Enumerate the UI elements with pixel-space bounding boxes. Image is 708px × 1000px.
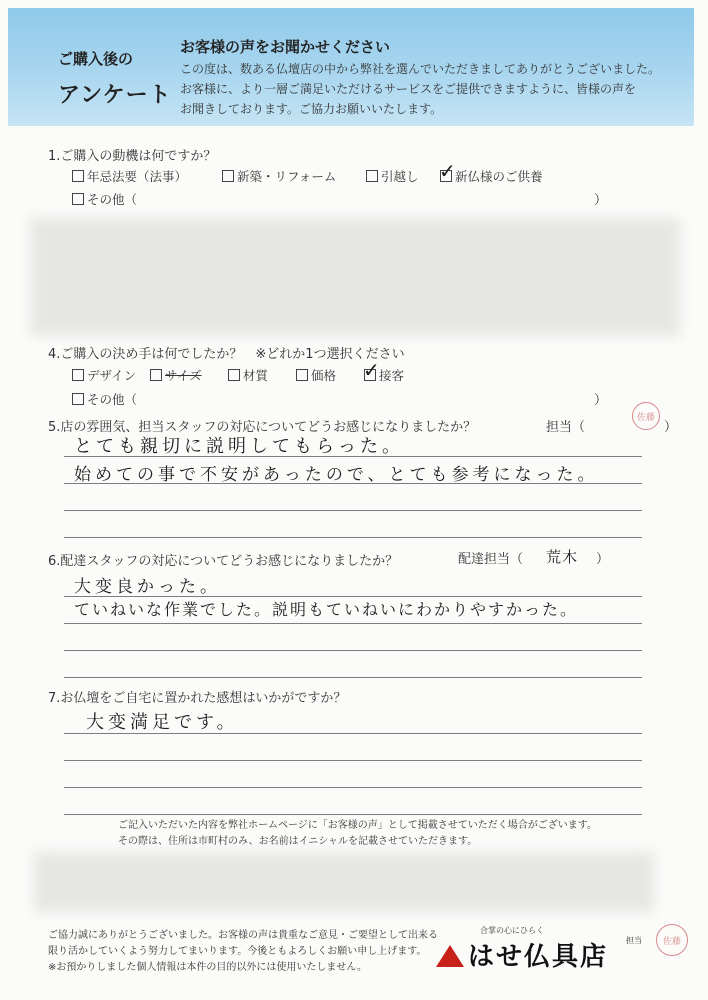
q5-staff-close: ） bbox=[664, 420, 678, 435]
header-line-1: この度は、数ある仏壇店の中から弊社を選んでいただきましてありがとうございました。 bbox=[180, 62, 661, 76]
q4-option-other[interactable]: その他（ bbox=[72, 390, 137, 408]
q7-question: 7.お仏壇をご自宅に置かれた感想はいかがですか？ bbox=[48, 691, 347, 706]
q1-option-4[interactable]: ✓ 新仏様のご供養 bbox=[439, 159, 543, 184]
q1-option-1[interactable]: 年忌法要（法事） bbox=[72, 167, 187, 185]
answer-line bbox=[64, 623, 642, 624]
footer-line-1: ご協力誠にありがとうございました。お客様の声は貴重なご意見・ご要望として出来る bbox=[48, 930, 438, 941]
q4-option-3[interactable]: 材質 bbox=[228, 366, 268, 384]
checkbox[interactable] bbox=[150, 369, 162, 381]
q5-staff-label: 担当（ bbox=[546, 420, 586, 435]
q4-option-5[interactable]: ✓ 接客 bbox=[363, 358, 405, 383]
check-mark-icon: ✓ bbox=[439, 159, 456, 183]
q4-option-1[interactable]: デザイン bbox=[72, 366, 136, 384]
q1-question: 1.ご購入の動機は何ですか？ bbox=[48, 149, 217, 164]
answer-line bbox=[64, 814, 642, 815]
checkbox[interactable] bbox=[72, 393, 84, 405]
tanto-seal-stamp: 佐藤 bbox=[656, 924, 688, 956]
q5-answer-line-1: とても親切に説明してもらった。 bbox=[74, 436, 404, 457]
header-title: お客様の声をお聞かせください bbox=[180, 38, 391, 56]
q6-answer-line-1: 大变良かった。 bbox=[74, 577, 221, 597]
logo-mark-icon bbox=[436, 945, 464, 967]
checkbox[interactable] bbox=[72, 193, 84, 205]
q1-option-3[interactable]: 引越し bbox=[366, 167, 419, 185]
check-mark-icon: ✓ bbox=[363, 358, 380, 382]
tanto-label: 担当 bbox=[626, 936, 642, 945]
logo-tagline: 合掌の心にひらく bbox=[480, 926, 544, 935]
header-banner bbox=[8, 8, 694, 126]
answer-line bbox=[64, 650, 642, 651]
answer-line bbox=[64, 677, 642, 678]
q4-other-close: ） bbox=[594, 393, 608, 408]
checkbox-checked[interactable] bbox=[439, 159, 456, 183]
header-line-3: お聞きしております。ご協力お願いいたします。 bbox=[180, 102, 443, 116]
q6-staff-name: 荒木 bbox=[546, 548, 579, 566]
q1-option-2[interactable]: 新築・リフォーム bbox=[222, 167, 336, 185]
q7-answer-line-1: 大变満足です。 bbox=[86, 712, 239, 733]
redacted-personal-info bbox=[34, 852, 654, 912]
header-survey-title: アンケート bbox=[58, 83, 172, 108]
publication-note-2: その際は、住所は市町村のみ、お名前はイニシャルを記載させていただきます。 bbox=[118, 836, 478, 847]
q6-staff-close: ） bbox=[596, 552, 610, 567]
q1-other-close: ） bbox=[594, 193, 608, 208]
header-subtitle: ご購入後の bbox=[58, 50, 134, 68]
checkbox[interactable] bbox=[222, 170, 234, 182]
q1-option-other[interactable]: その他（ bbox=[72, 190, 137, 208]
footer-line-2: 限り活かしていくよう努力してまいります。今後ともよろしくお願い申し上げます。 bbox=[48, 946, 427, 957]
company-logo: はせ仏具店 bbox=[436, 936, 608, 973]
q6-staff-label: 配達担当（ bbox=[458, 552, 524, 567]
checkbox[interactable] bbox=[72, 369, 84, 381]
checkbox-checked[interactable] bbox=[363, 358, 380, 382]
q4-question: 4.ご購入の決め手は何でしたか？ ※どれか1つ選択ください bbox=[48, 347, 405, 362]
answer-line bbox=[64, 537, 642, 538]
checkbox[interactable] bbox=[296, 369, 308, 381]
redacted-region bbox=[30, 218, 680, 336]
q4-option-2[interactable]: サイズ bbox=[150, 366, 202, 384]
q4-option-4[interactable]: 価格 bbox=[296, 366, 336, 384]
checkbox[interactable] bbox=[72, 170, 84, 182]
checkbox[interactable] bbox=[366, 170, 378, 182]
answer-line bbox=[64, 787, 642, 788]
q6-answer-line-2: ていねいな作業でした。説明もていねいにわかりやすかった。 bbox=[74, 600, 579, 619]
q5-question: 5.店の雰囲気、担当スタッフの対応についてどうお感じになりましたか？ bbox=[48, 420, 477, 435]
answer-line bbox=[64, 760, 642, 761]
footer-line-3: ※お預かりしました個人情報は本件の目的以外には使用いたしません。 bbox=[48, 962, 367, 973]
q6-question: 6.配達スタッフの対応についてどうお感じになりましたか？ bbox=[48, 554, 399, 569]
checkbox[interactable] bbox=[228, 369, 240, 381]
answer-line bbox=[64, 510, 642, 511]
q5-answer-line-2: 始めての事で不安があったので、とても参考になった。 bbox=[74, 465, 599, 485]
header-line-2: お客様に、より一層ご満足いただけるサービスをご提供できますように、皆様の声を bbox=[180, 82, 637, 96]
staff-seal-stamp: 佐藤 bbox=[632, 402, 660, 430]
publication-note-1: ご記入いただいた内容を弊社ホームページに「お客様の声」として掲載させていただく場合がございます。 bbox=[118, 820, 597, 831]
